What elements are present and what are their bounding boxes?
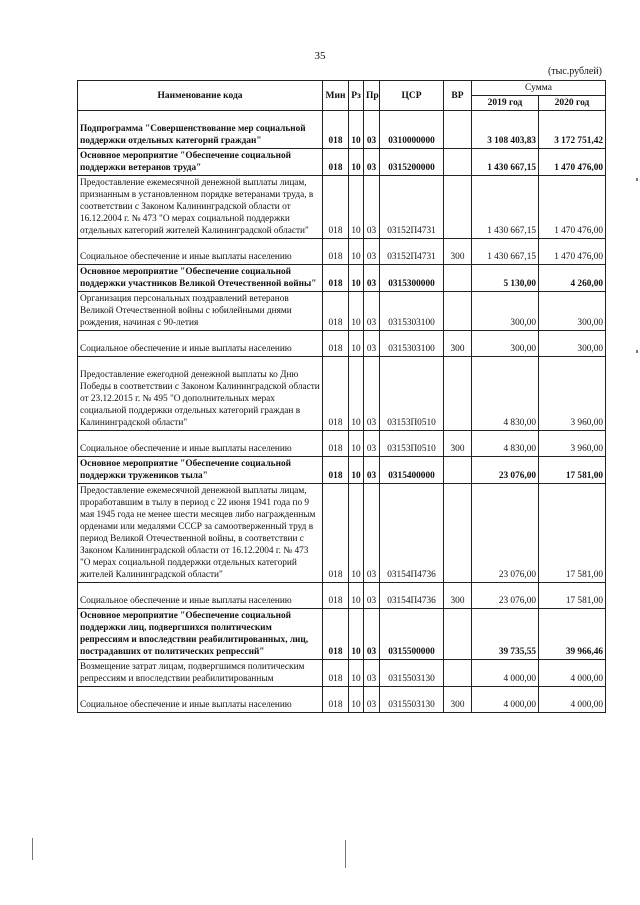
table-row xyxy=(78,265,606,292)
row-min: 018 xyxy=(323,687,349,713)
row-sum-2020: 3 960,00 xyxy=(539,357,606,431)
row-vr: 300 xyxy=(444,239,472,265)
row-pr: 03 xyxy=(364,265,380,292)
row-csr: 0315300000 xyxy=(380,265,444,292)
row-rz: 10 xyxy=(349,660,364,687)
row-pr: 03 xyxy=(364,331,380,357)
row-sum-2020: 300,00 xyxy=(539,292,606,331)
row-min: 018 xyxy=(323,660,349,687)
row-vr xyxy=(444,457,472,484)
row-sum-2019: 1 430 667,15 xyxy=(472,176,539,239)
row-sum-2019: 4 830,00 xyxy=(472,357,539,431)
row-name: Социальное обеспечение и иные выплаты населению xyxy=(78,239,323,265)
row-pr: 03 xyxy=(364,484,380,583)
row-pr: 03 xyxy=(364,457,380,484)
row-name: Социальное обеспечение и иные выплаты населению xyxy=(78,431,323,457)
row-sum-2020: 39 966,46 xyxy=(539,609,606,660)
row-sum-2020: 300,00 xyxy=(539,331,606,357)
table-row xyxy=(78,357,606,431)
row-csr: 0315303100 xyxy=(380,292,444,331)
row-pr: 03 xyxy=(364,292,380,331)
row-rz: 10 xyxy=(349,265,364,292)
row-rz: 10 xyxy=(349,292,364,331)
row-rz: 10 xyxy=(349,583,364,609)
row-vr: 300 xyxy=(444,431,472,457)
row-name: Возмещение затрат лицам, подвергшимся политическим репрессиям и впоследствии реабилитированным xyxy=(78,660,323,687)
header-year-2020: 2020 год xyxy=(539,96,606,111)
row-name: Основное мероприятие "Обеспечение социальной поддержки участников Великой Отечественной войны" xyxy=(78,265,323,292)
row-min: 018 xyxy=(323,265,349,292)
margin-mark xyxy=(345,840,346,868)
header-pr: Пр xyxy=(364,81,380,111)
row-name: Подпрограмма "Совершенствование мер социальной поддержки отдельных категорий граждан" xyxy=(78,111,323,149)
row-csr: 03152П4731 xyxy=(380,176,444,239)
row-pr: 03 xyxy=(364,687,380,713)
row-pr: 03 xyxy=(364,176,380,239)
table-row xyxy=(78,484,606,583)
row-vr xyxy=(444,660,472,687)
header-rz: Рз xyxy=(349,81,364,111)
row-vr: 300 xyxy=(444,687,472,713)
row-vr xyxy=(444,484,472,583)
header-name: Наименование кода xyxy=(78,81,323,111)
row-name: Предоставление ежемесячной денежной выплаты лицам, признанным в установленном порядке ветеранами труда, в соответствии с Законом Калининградской области от 16.12.2004 г. № 473 "О мерах социальной поддержки отдельных категорий жителей Калининградской области" xyxy=(78,176,323,239)
row-csr: 0315200000 xyxy=(380,149,444,176)
row-min: 018 xyxy=(323,457,349,484)
row-sum-2019: 4 830,00 xyxy=(472,431,539,457)
row-vr xyxy=(444,176,472,239)
row-name: Социальное обеспечение и иные выплаты населению xyxy=(78,331,323,357)
row-sum-2020: 17 581,00 xyxy=(539,457,606,484)
row-csr: 0310000000 xyxy=(380,111,444,149)
row-rz: 10 xyxy=(349,431,364,457)
row-csr: 03153П0510 xyxy=(380,431,444,457)
row-csr: 0315503130 xyxy=(380,687,444,713)
row-vr xyxy=(444,292,472,331)
row-name: Предоставление ежемесячной денежной выплаты лицам, проработавшим в тылу в период с 22 июня 1941 года по 9 мая 1945 года не менее шести месяцев либо награжденным орденами или медалями СССР за самоотверженный труд в период Великой Отечественной войны, в соответствии с Законом Калининградской области от 16.12.2004 г. № 473 "О мерах социальной поддержки отдельных категорий жителей Калининградской области" xyxy=(78,484,323,583)
table-row xyxy=(78,176,606,239)
table-row xyxy=(78,239,606,265)
row-rz: 10 xyxy=(349,331,364,357)
row-sum-2020: 4 000,00 xyxy=(539,687,606,713)
row-pr: 03 xyxy=(364,357,380,431)
row-min: 018 xyxy=(323,149,349,176)
header-sum: Сумма xyxy=(472,81,606,96)
row-sum-2020: 1 470 476,00 xyxy=(539,239,606,265)
row-sum-2019: 300,00 xyxy=(472,292,539,331)
row-sum-2020: 3 172 751,42 xyxy=(539,111,606,149)
margin-mark xyxy=(636,178,638,181)
row-vr xyxy=(444,609,472,660)
row-rz: 10 xyxy=(349,484,364,583)
row-pr: 03 xyxy=(364,111,380,149)
row-name: Основное мероприятие "Обеспечение социальной поддержки лиц, подвергшихся политическим репрессиям и впоследствии реабилитированных, лиц, пострадавших от политических репрессий" xyxy=(78,609,323,660)
row-csr: 0315503130 xyxy=(380,660,444,687)
row-min: 018 xyxy=(323,239,349,265)
row-min: 018 xyxy=(323,111,349,149)
row-sum-2019: 4 000,00 xyxy=(472,660,539,687)
row-rz: 10 xyxy=(349,149,364,176)
row-rz: 10 xyxy=(349,357,364,431)
table-row xyxy=(78,609,606,660)
row-sum-2020: 4 000,00 xyxy=(539,660,606,687)
row-pr: 03 xyxy=(364,609,380,660)
table-row xyxy=(78,331,606,357)
row-sum-2019: 3 108 403,83 xyxy=(472,111,539,149)
row-rz: 10 xyxy=(349,457,364,484)
row-vr xyxy=(444,149,472,176)
row-name: Предоставление ежегодной денежной выплаты ко Дню Победы в соответствии с Законом Калининградской области от 23.12.2015 г. № 495 "О дополнительных мерах социальной поддержки отдельных категорий граждан в Калининградской области" xyxy=(78,357,323,431)
row-vr xyxy=(444,265,472,292)
row-sum-2019: 39 735,55 xyxy=(472,609,539,660)
margin-mark xyxy=(32,838,33,860)
row-sum-2019: 23 076,00 xyxy=(472,484,539,583)
header-year-2019: 2019 год xyxy=(472,96,539,111)
row-sum-2019: 4 000,00 xyxy=(472,687,539,713)
row-sum-2020: 17 581,00 xyxy=(539,484,606,583)
margin-mark xyxy=(636,350,638,353)
row-sum-2019: 23 076,00 xyxy=(472,583,539,609)
row-sum-2020: 1 470 476,00 xyxy=(539,176,606,239)
row-csr: 0315400000 xyxy=(380,457,444,484)
row-sum-2020: 17 581,00 xyxy=(539,583,606,609)
table-row xyxy=(78,149,606,176)
table-row xyxy=(78,687,606,713)
table-row xyxy=(78,111,606,149)
row-pr: 03 xyxy=(364,149,380,176)
header-csr: ЦСР xyxy=(380,81,444,111)
row-min: 018 xyxy=(323,484,349,583)
row-vr xyxy=(444,357,472,431)
row-name: Социальное обеспечение и иные выплаты населению xyxy=(78,583,323,609)
row-sum-2020: 1 470 476,00 xyxy=(539,149,606,176)
row-csr: 0315500000 xyxy=(380,609,444,660)
row-min: 018 xyxy=(323,609,349,660)
row-sum-2020: 4 260,00 xyxy=(539,265,606,292)
row-min: 018 xyxy=(323,176,349,239)
header-vr: ВР xyxy=(444,81,472,111)
row-min: 018 xyxy=(323,331,349,357)
page-number: 35 xyxy=(314,50,326,62)
row-csr: 03154П4736 xyxy=(380,484,444,583)
row-vr: 300 xyxy=(444,583,472,609)
row-min: 018 xyxy=(323,583,349,609)
row-pr: 03 xyxy=(364,660,380,687)
row-csr: 03152П4731 xyxy=(380,239,444,265)
row-name: Основное мероприятие "Обеспечение социальной поддержки ветеранов труда" xyxy=(78,149,323,176)
budget-table xyxy=(77,80,606,713)
row-rz: 10 xyxy=(349,111,364,149)
row-name: Организация персональных поздравлений ветеранов Великой Отечественной войны с юбилейными днями рождения, начиная с 90-летия xyxy=(78,292,323,331)
row-pr: 03 xyxy=(364,431,380,457)
table-row xyxy=(78,457,606,484)
row-rz: 10 xyxy=(349,239,364,265)
table-row xyxy=(78,292,606,331)
table-row xyxy=(78,583,606,609)
row-name: Социальное обеспечение и иные выплаты населению xyxy=(78,687,323,713)
row-rz: 10 xyxy=(349,687,364,713)
row-vr xyxy=(444,111,472,149)
row-sum-2019: 1 430 667,15 xyxy=(472,239,539,265)
row-csr: 03154П4736 xyxy=(380,583,444,609)
row-name: Основное мероприятие "Обеспечение социальной поддержки тружеников тыла" xyxy=(78,457,323,484)
row-csr: 03153П0510 xyxy=(380,357,444,431)
row-sum-2019: 300,00 xyxy=(472,331,539,357)
row-sum-2019: 23 076,00 xyxy=(472,457,539,484)
row-sum-2019: 5 130,00 xyxy=(472,265,539,292)
row-min: 018 xyxy=(323,357,349,431)
table-row xyxy=(78,660,606,687)
units-note: (тыс.рублей) xyxy=(547,66,602,77)
row-rz: 10 xyxy=(349,176,364,239)
row-pr: 03 xyxy=(364,239,380,265)
header-min: Мин xyxy=(323,81,349,111)
row-pr: 03 xyxy=(364,583,380,609)
row-sum-2019: 1 430 667,15 xyxy=(472,149,539,176)
row-vr: 300 xyxy=(444,331,472,357)
row-min: 018 xyxy=(323,292,349,331)
row-min: 018 xyxy=(323,431,349,457)
table-body xyxy=(78,111,606,713)
table-header xyxy=(78,81,606,111)
table-row xyxy=(78,431,606,457)
row-csr: 0315303100 xyxy=(380,331,444,357)
row-rz: 10 xyxy=(349,609,364,660)
row-sum-2020: 3 960,00 xyxy=(539,431,606,457)
